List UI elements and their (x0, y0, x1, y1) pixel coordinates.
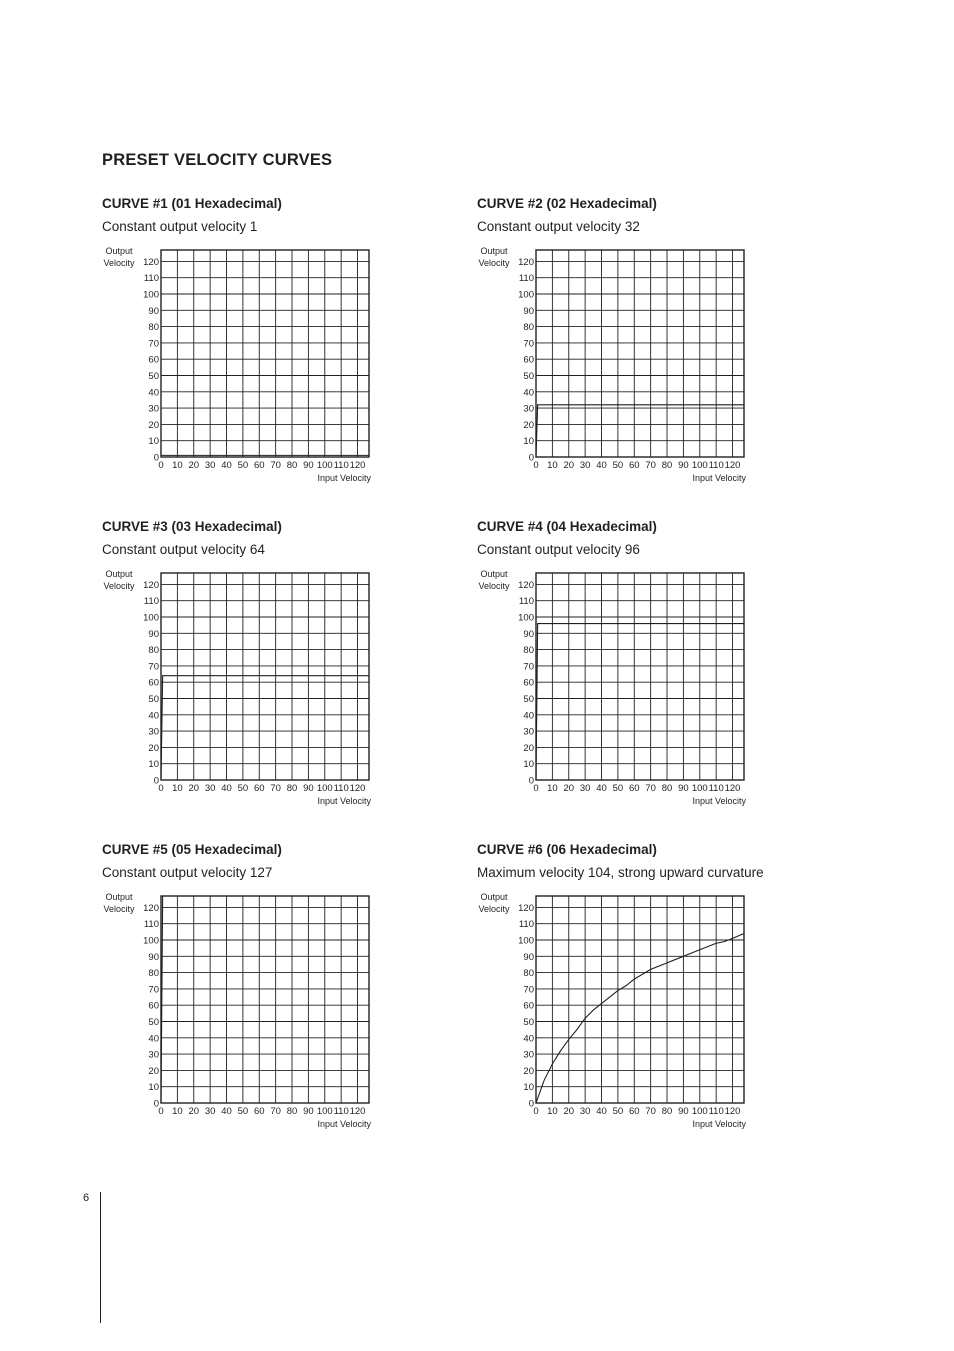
x-tick-label: 30 (204, 1106, 216, 1117)
y-tick-label: 10 (148, 1082, 159, 1094)
x-tick-label: 80 (661, 1106, 673, 1117)
plot-frame (536, 573, 744, 780)
y-tick-label: 90 (148, 305, 159, 317)
chart-curve-5 (102, 842, 432, 1142)
x-tick-label: 40 (221, 460, 232, 471)
x-tick-label: 70 (645, 783, 656, 794)
x-tick-label: 60 (253, 1106, 265, 1117)
x-tick-label: 50 (237, 783, 249, 794)
x-tick-label: 100 (691, 783, 708, 794)
y-tick-label: 10 (523, 436, 534, 448)
x-axis-label: Input Velocity (317, 796, 371, 806)
y-axis-label: Velocity (103, 581, 135, 591)
x-tick-label: 0 (533, 783, 539, 794)
chart-curve-6 (477, 842, 807, 1142)
y-tick-label: 30 (148, 726, 159, 738)
velocity-curve-line (161, 676, 369, 780)
x-tick-label: 40 (596, 1106, 607, 1117)
x-tick-label: 100 (691, 460, 708, 471)
x-tick-label: 50 (612, 783, 624, 794)
y-tick-label: 50 (523, 1017, 534, 1029)
y-tick-label: 90 (148, 951, 159, 963)
chart-curve-1 (102, 196, 432, 496)
x-tick-label: 120 (724, 783, 741, 794)
y-axis-label: Velocity (478, 581, 510, 591)
y-tick-label: 120 (143, 579, 159, 591)
y-tick-label: 100 (143, 612, 159, 624)
x-tick-label: 120 (349, 1106, 366, 1117)
x-tick-label: 10 (547, 460, 558, 471)
y-tick-label: 10 (523, 1082, 534, 1094)
y-tick-label: 50 (523, 371, 534, 383)
y-tick-label: 80 (148, 968, 159, 980)
x-tick-label: 60 (628, 783, 640, 794)
y-tick-label: 20 (148, 419, 159, 431)
x-tick-label: 40 (221, 1106, 232, 1117)
y-tick-label: 70 (523, 661, 534, 673)
x-tick-label: 70 (270, 1106, 281, 1117)
x-tick-label: 30 (579, 1106, 591, 1117)
y-tick-label: 40 (523, 710, 534, 722)
y-tick-label: 70 (523, 984, 534, 996)
y-axis-label: Velocity (103, 258, 135, 268)
x-tick-label: 30 (579, 783, 591, 794)
y-tick-label: 70 (148, 984, 159, 996)
x-axis-label: Input Velocity (692, 473, 746, 483)
x-tick-label: 120 (724, 1106, 741, 1117)
chart-title: CURVE #5 (05 Hexadecimal) (102, 842, 282, 857)
y-tick-label: 20 (148, 1065, 159, 1077)
y-tick-label: 20 (523, 1065, 534, 1077)
y-tick-label: 50 (523, 694, 534, 706)
y-axis-label: Output (480, 892, 508, 902)
plot-frame (536, 250, 744, 457)
x-tick-label: 70 (645, 1106, 656, 1117)
y-tick-label: 100 (143, 935, 159, 947)
x-tick-label: 110 (708, 783, 724, 794)
y-tick-label: 10 (523, 759, 534, 771)
y-tick-label: 40 (523, 387, 534, 399)
x-tick-label: 10 (172, 460, 183, 471)
x-tick-label: 80 (661, 783, 673, 794)
x-tick-label: 110 (333, 460, 349, 471)
x-tick-label: 30 (579, 460, 591, 471)
y-axis-label: Velocity (478, 258, 510, 268)
x-tick-label: 90 (678, 783, 689, 794)
velocity-curve-line (536, 405, 744, 457)
y-tick-label: 20 (523, 742, 534, 754)
y-tick-label: 30 (523, 403, 534, 415)
velocity-curve-line (161, 896, 369, 1103)
y-tick-label: 50 (148, 694, 159, 706)
chart-subtitle: Constant output velocity 96 (477, 542, 640, 557)
y-axis-label: Output (105, 246, 133, 256)
x-tick-label: 10 (172, 783, 183, 794)
y-tick-label: 80 (148, 645, 159, 657)
y-axis-label: Output (480, 569, 508, 579)
chart-curve-4 (477, 519, 807, 819)
x-tick-label: 90 (678, 460, 689, 471)
x-tick-label: 70 (270, 460, 281, 471)
y-tick-label: 70 (523, 338, 534, 350)
chart-subtitle: Constant output velocity 1 (102, 219, 258, 234)
x-tick-label: 20 (188, 460, 200, 471)
y-tick-label: 20 (523, 419, 534, 431)
y-axis-label: Output (480, 246, 508, 256)
x-tick-label: 80 (661, 460, 673, 471)
y-axis-label: Velocity (103, 904, 135, 914)
x-tick-label: 10 (547, 1106, 558, 1117)
x-tick-label: 40 (596, 783, 607, 794)
x-tick-label: 70 (270, 783, 281, 794)
x-tick-label: 20 (563, 460, 575, 471)
y-tick-label: 40 (148, 1033, 159, 1045)
x-tick-label: 0 (158, 460, 164, 471)
x-tick-label: 100 (316, 460, 333, 471)
x-tick-label: 60 (628, 1106, 640, 1117)
x-tick-label: 70 (645, 460, 656, 471)
y-tick-label: 120 (518, 902, 534, 914)
x-tick-label: 0 (533, 460, 539, 471)
y-tick-label: 0 (153, 775, 159, 787)
x-tick-label: 60 (628, 460, 640, 471)
x-tick-label: 30 (204, 783, 216, 794)
y-tick-label: 40 (148, 710, 159, 722)
page-number: 6 (83, 1192, 90, 1204)
y-tick-label: 120 (143, 256, 159, 268)
chart-plot (477, 886, 757, 1136)
x-tick-label: 50 (612, 460, 624, 471)
chart-title: CURVE #1 (01 Hexadecimal) (102, 196, 282, 211)
y-axis-label: Velocity (478, 904, 510, 914)
y-tick-label: 100 (518, 289, 534, 301)
x-tick-label: 0 (158, 783, 164, 794)
y-tick-label: 120 (143, 902, 159, 914)
chart-subtitle: Constant output velocity 32 (477, 219, 640, 234)
y-tick-label: 60 (523, 354, 534, 366)
margin-rule (100, 1192, 101, 1323)
y-tick-label: 70 (148, 661, 159, 673)
velocity-curve-line (536, 933, 744, 1103)
y-tick-label: 70 (148, 338, 159, 350)
x-axis-label: Input Velocity (317, 1119, 371, 1129)
x-tick-label: 110 (333, 1106, 349, 1117)
x-tick-label: 20 (563, 1106, 575, 1117)
y-tick-label: 20 (148, 742, 159, 754)
y-tick-label: 110 (143, 919, 159, 931)
y-tick-label: 110 (518, 919, 534, 931)
x-tick-label: 90 (303, 783, 314, 794)
x-tick-label: 110 (708, 460, 724, 471)
chart-title: CURVE #3 (03 Hexadecimal) (102, 519, 282, 534)
y-tick-label: 0 (153, 1098, 159, 1110)
x-tick-label: 60 (253, 460, 265, 471)
y-tick-label: 50 (148, 371, 159, 383)
y-tick-label: 60 (148, 677, 159, 689)
y-tick-label: 80 (523, 322, 534, 334)
y-tick-label: 80 (523, 968, 534, 980)
x-tick-label: 50 (612, 1106, 624, 1117)
y-tick-label: 30 (523, 1049, 534, 1061)
y-tick-label: 120 (518, 256, 534, 268)
x-tick-label: 100 (316, 783, 333, 794)
plot-frame (161, 896, 369, 1103)
y-tick-label: 0 (528, 1098, 534, 1110)
plot-frame (536, 896, 744, 1103)
y-axis-label: Output (105, 569, 133, 579)
plot-frame (161, 573, 369, 780)
x-tick-label: 120 (349, 783, 366, 794)
x-tick-label: 80 (286, 783, 298, 794)
chart-plot (477, 240, 757, 490)
chart-subtitle: Maximum velocity 104, strong upward curvature (477, 865, 764, 880)
x-axis-label: Input Velocity (692, 796, 746, 806)
y-tick-label: 30 (148, 403, 159, 415)
y-tick-label: 60 (523, 677, 534, 689)
y-tick-label: 60 (523, 1000, 534, 1012)
y-tick-label: 110 (143, 273, 159, 285)
chart-curve-2 (477, 196, 807, 496)
x-tick-label: 90 (303, 1106, 314, 1117)
chart-subtitle: Constant output velocity 64 (102, 542, 265, 557)
y-tick-label: 110 (518, 596, 534, 608)
y-tick-label: 10 (148, 759, 159, 771)
y-axis-label: Output (105, 892, 133, 902)
y-tick-label: 80 (148, 322, 159, 334)
x-tick-label: 110 (708, 1106, 724, 1117)
y-tick-label: 110 (143, 596, 159, 608)
page-title: PRESET VELOCITY CURVES (102, 151, 333, 169)
y-tick-label: 90 (148, 628, 159, 640)
x-tick-label: 20 (188, 783, 200, 794)
y-tick-label: 100 (518, 612, 534, 624)
plot-frame (161, 250, 369, 457)
x-tick-label: 100 (691, 1106, 708, 1117)
y-tick-label: 90 (523, 628, 534, 640)
y-tick-label: 60 (148, 354, 159, 366)
y-tick-label: 30 (148, 1049, 159, 1061)
x-tick-label: 120 (349, 460, 366, 471)
chart-subtitle: Constant output velocity 127 (102, 865, 273, 880)
chart-title: CURVE #6 (06 Hexadecimal) (477, 842, 657, 857)
x-tick-label: 40 (596, 460, 607, 471)
x-tick-label: 110 (333, 783, 349, 794)
x-tick-label: 100 (316, 1106, 333, 1117)
y-tick-label: 80 (523, 645, 534, 657)
x-tick-label: 50 (237, 460, 249, 471)
x-tick-label: 40 (221, 783, 232, 794)
x-tick-label: 60 (253, 783, 265, 794)
x-tick-label: 10 (172, 1106, 183, 1117)
y-tick-label: 120 (518, 579, 534, 591)
y-tick-label: 0 (528, 452, 534, 464)
y-tick-label: 50 (148, 1017, 159, 1029)
y-tick-label: 90 (523, 305, 534, 317)
x-tick-label: 90 (303, 460, 314, 471)
chart-plot (102, 886, 382, 1136)
y-tick-label: 0 (528, 775, 534, 787)
chart-plot (477, 563, 757, 813)
chart-plot (102, 240, 382, 490)
x-tick-label: 80 (286, 1106, 298, 1117)
velocity-curve-line (536, 624, 744, 780)
x-tick-label: 120 (724, 460, 741, 471)
chart-curve-3 (102, 519, 432, 819)
y-tick-label: 60 (148, 1000, 159, 1012)
y-tick-label: 100 (143, 289, 159, 301)
y-tick-label: 100 (518, 935, 534, 947)
x-tick-label: 10 (547, 783, 558, 794)
x-tick-label: 90 (678, 1106, 689, 1117)
x-axis-label: Input Velocity (692, 1119, 746, 1129)
y-tick-label: 110 (518, 273, 534, 285)
x-tick-label: 50 (237, 1106, 249, 1117)
x-tick-label: 80 (286, 460, 298, 471)
x-tick-label: 0 (158, 1106, 164, 1117)
y-tick-label: 90 (523, 951, 534, 963)
x-tick-label: 20 (188, 1106, 200, 1117)
y-tick-label: 10 (148, 436, 159, 448)
y-tick-label: 0 (153, 452, 159, 464)
x-tick-label: 20 (563, 783, 575, 794)
y-tick-label: 40 (523, 1033, 534, 1045)
x-tick-label: 30 (204, 460, 216, 471)
chart-title: CURVE #2 (02 Hexadecimal) (477, 196, 657, 211)
x-tick-label: 0 (533, 1106, 539, 1117)
chart-plot (102, 563, 382, 813)
y-tick-label: 40 (148, 387, 159, 399)
chart-title: CURVE #4 (04 Hexadecimal) (477, 519, 657, 534)
x-axis-label: Input Velocity (317, 473, 371, 483)
y-tick-label: 30 (523, 726, 534, 738)
